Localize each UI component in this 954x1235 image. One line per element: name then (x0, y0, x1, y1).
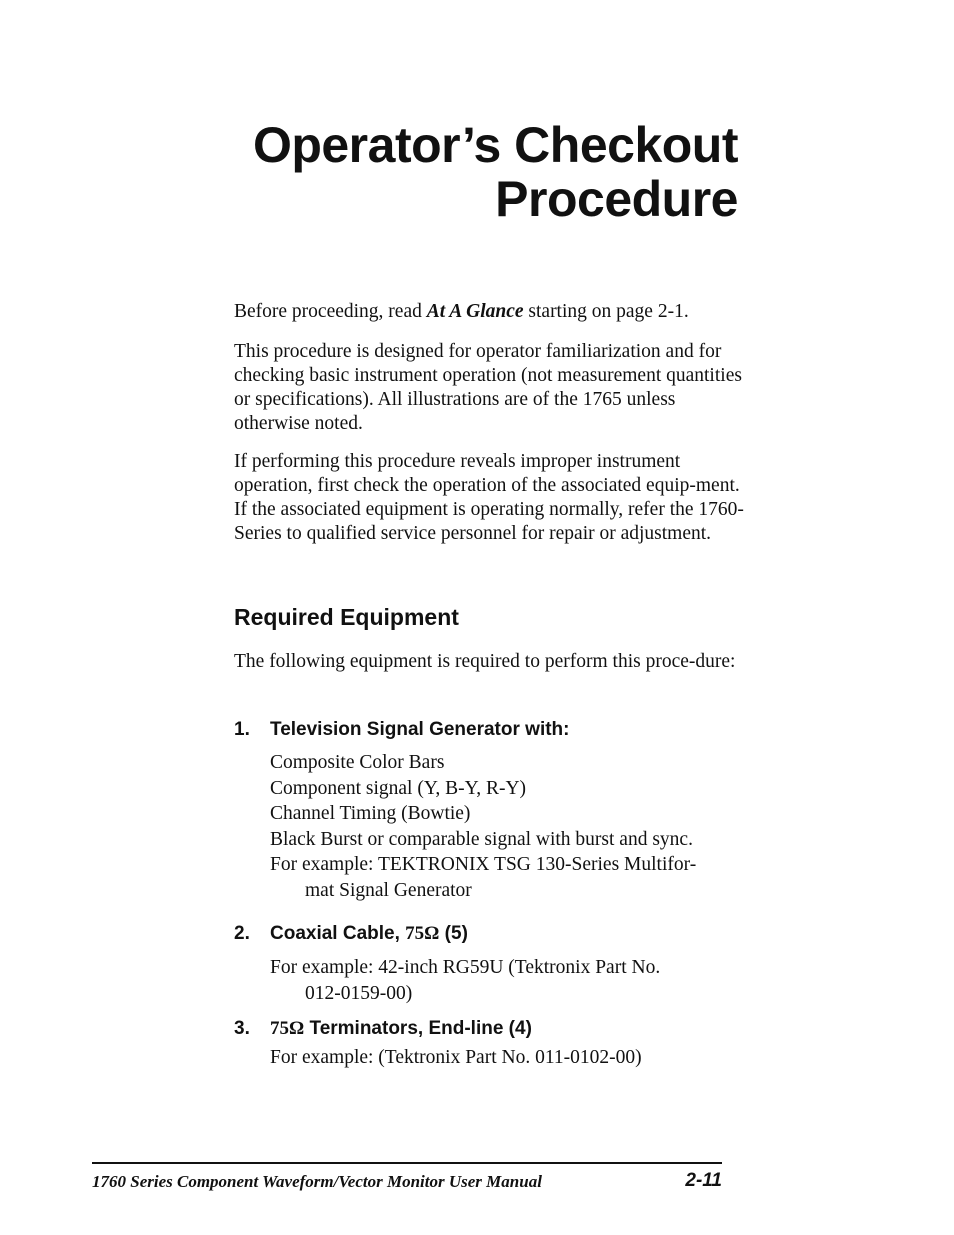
equipment-item-3-details (270, 1045, 750, 1071)
detail-line: For example: (Tektronix Part No. 011-0102-00) (270, 1047, 642, 1068)
footer-manual-title: 1760 Series Component Waveform/Vector Monitor User Manual (92, 1172, 542, 1191)
item-title-post: (5) (439, 923, 468, 944)
detail-line: Composite Color Bars (270, 752, 445, 773)
item-number: 2. (234, 923, 250, 944)
intro-paragraph-2 (234, 340, 744, 436)
equipment-item-2-heading (234, 923, 468, 945)
detail-line: 012-0159-00) (305, 982, 413, 1004)
section-intro (234, 650, 744, 674)
equipment-item-3-heading (234, 1018, 532, 1040)
page-title-line-2: Procedure (495, 171, 738, 227)
intro-p1-before: Before proceeding, read (234, 301, 427, 322)
equipment-item-1-details (270, 750, 750, 903)
impedance-value: 75Ω (405, 923, 440, 944)
detail-line: For example: TEKTRONIX TSG 130-Series Multifor- (270, 854, 697, 875)
detail-line: Black Burst or comparable signal with burst and sync. (270, 828, 693, 850)
footer-rule (92, 1162, 722, 1164)
section-heading: Required Equipment (234, 604, 459, 630)
intro-paragraph-3 (234, 450, 744, 546)
equipment-item-1-heading (234, 719, 569, 741)
footer-page-number: 2-11 (685, 1170, 722, 1191)
intro-p1-after: starting on page 2-1. (523, 301, 689, 322)
item-title-post: Terminators, End-line (4) (304, 1018, 532, 1039)
item-number: 3. (234, 1018, 250, 1039)
item-title: Television Signal Generator with: (270, 719, 570, 740)
section-intro-text: The following equipment is required to perform this proce-dure: (234, 651, 736, 672)
item-title-pre: Coaxial Cable, (270, 923, 406, 944)
equipment-item-2-details (270, 955, 750, 1006)
detail-line: For example: 42-inch RG59U (Tektronix Part No. (270, 957, 661, 978)
intro-p2-text: This procedure is designed for operator familiarization and for checking basic instrument operation (not measurement quantities or specifications). All illustrations are of the 1765 unless otherwise noted. (234, 341, 742, 434)
intro-p3-text: If performing this procedure reveals improper instrument operation, first check the operation of the associated equip-ment. If the associated equipment is operating normally, refer the 1760-Series to qualified service personnel for repair or adjustment. (234, 451, 744, 544)
page-title-line-1: Operator’s Checkout (252, 117, 738, 173)
at-a-glance-reference: At A Glance (426, 301, 524, 322)
intro-paragraph-1 (234, 300, 744, 324)
item-number: 1. (234, 719, 250, 740)
impedance-value: 75Ω (270, 1018, 305, 1039)
page-title (200, 118, 738, 226)
detail-line: mat Signal Generator (305, 879, 472, 901)
detail-line: Component signal (Y, B-Y, R-Y) (270, 777, 527, 799)
detail-line: Channel Timing (Bowtie) (270, 803, 471, 824)
